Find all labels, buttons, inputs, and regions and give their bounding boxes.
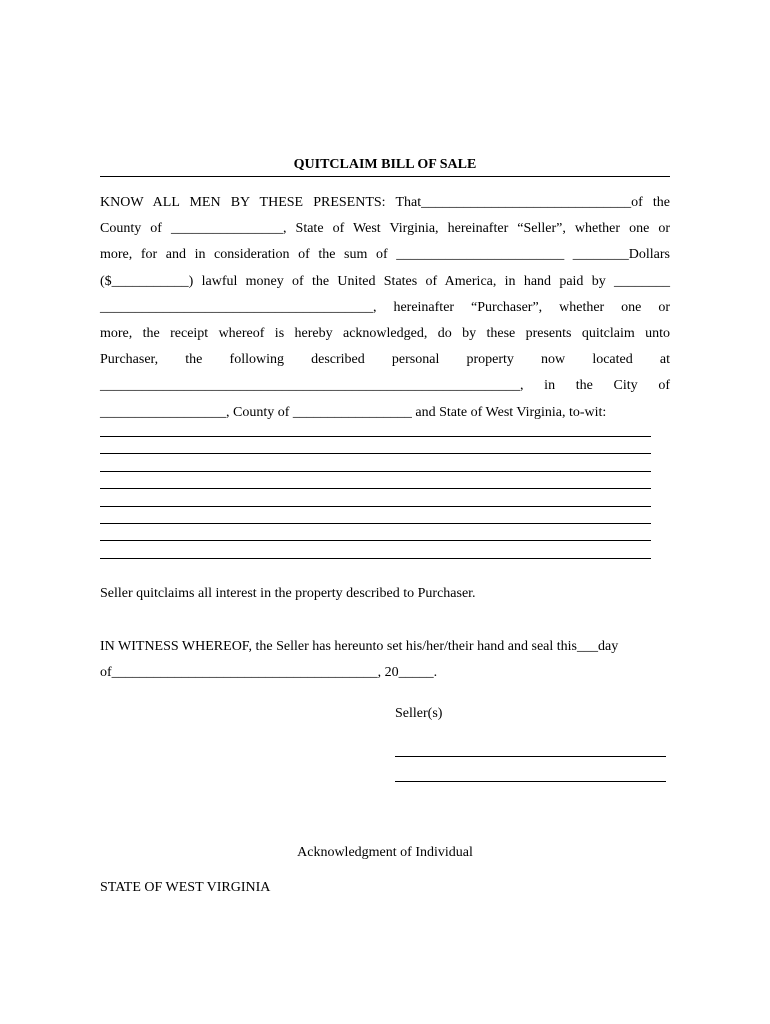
body-line-3: more, for and in consideration of the sum of ________________________ ________Dollars — [100, 247, 670, 263]
witness-line-2: of______________________________________, 20_____. — [100, 665, 438, 680]
body-line-2: County of ________________, State of West Virginia, hereinafter “Seller”, whether one or — [100, 221, 670, 237]
body-line-4: ($___________) lawful money of the United States of America, in hand paid by ________ — [100, 273, 670, 289]
acknowledgment-heading: Acknowledgment of Individual — [297, 845, 473, 860]
property-description-lines — [100, 436, 651, 575]
blank-line — [100, 540, 651, 541]
body-line-8: ____________________________________________________________, in the City of — [100, 378, 670, 394]
signature-line — [395, 756, 666, 757]
blank-line — [100, 488, 651, 489]
state-heading: STATE OF WEST VIRGINIA — [100, 880, 271, 895]
body-paragraph — [100, 190, 670, 426]
body-line-9: __________________, County of _________________ and State of West Virginia, to-wit: — [100, 404, 607, 420]
blank-line — [100, 453, 651, 454]
witness-clause — [100, 634, 670, 686]
blank-line — [100, 506, 651, 507]
body-line-5: _______________________________________, hereinafter “Purchaser”, whether one or — [100, 299, 670, 315]
document-title: QUITCLAIM BILL OF SALE — [293, 157, 477, 172]
blank-line — [100, 436, 651, 437]
blank-line — [100, 471, 651, 472]
witness-line-1: IN WITNESS WHEREOF, the Seller has hereunto set his/her/their hand and seal this___day — [100, 639, 619, 654]
body-line-6: more, the receipt whereof is hereby acknowledged, do by these presents quitclaim unto — [100, 325, 670, 341]
signature-line — [395, 781, 666, 782]
seller-quitclaims-statement: Seller quitclaims all interest in the property described to Purchaser. — [100, 586, 476, 601]
document-page — [100, 0, 670, 1024]
title-rule — [100, 176, 670, 177]
blank-line — [100, 558, 651, 559]
body-line-7: Purchaser, the following described personal property now located at — [100, 352, 670, 368]
body-line-1: KNOW ALL MEN BY THESE PRESENTS: That______________________________of the — [100, 195, 670, 210]
blank-line — [100, 523, 651, 524]
sellers-label: Seller(s) — [395, 706, 443, 721]
